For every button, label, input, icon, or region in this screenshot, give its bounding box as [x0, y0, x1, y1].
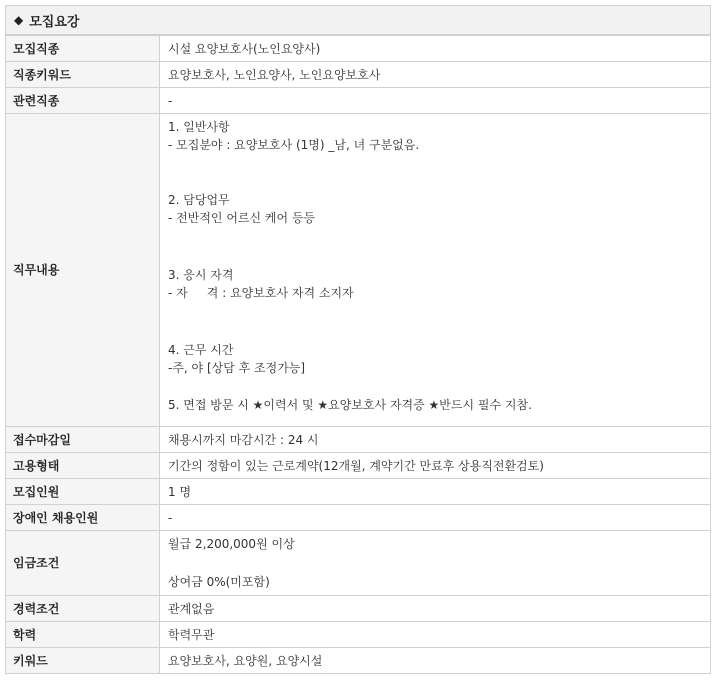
wage-blank-line [168, 553, 702, 571]
duty-blank-line [168, 245, 702, 263]
recruitment-guide [5, 5, 711, 674]
row-value: 시설 요양보호사(노인요양사) [160, 36, 711, 62]
black-diamond-icon: ◆ [14, 13, 24, 27]
row-value: 1 명 [160, 479, 711, 505]
row-label: 접수마감일 [6, 427, 160, 453]
duty-blank-line [168, 302, 702, 320]
row-value: - [160, 88, 711, 114]
row-employment-type [6, 453, 711, 479]
row-job-keywords [6, 62, 711, 88]
row-duty [6, 114, 711, 427]
row-wage [6, 531, 711, 596]
recruitment-table [5, 35, 711, 674]
duty-line: 1. 일반사항 [168, 120, 230, 134]
row-label: 키워드 [6, 648, 160, 674]
row-label: 직무내용 [6, 114, 160, 427]
duty-content [160, 114, 711, 427]
duty-line: 2. 담당업무 [168, 193, 230, 207]
row-value: 기간의 정함이 있는 근로계약(12개월, 계약기간 만료후 상용직전환검토) [160, 453, 711, 479]
row-label: 모집직종 [6, 36, 160, 62]
row-related-jobs [6, 88, 711, 114]
row-headcount [6, 479, 711, 505]
row-education [6, 622, 711, 648]
row-experience [6, 596, 711, 622]
section-title: 모집요강 [29, 14, 80, 30]
row-value: - [160, 505, 711, 531]
duty-blank-line [168, 172, 702, 190]
duty-line: 3. 응시 자격 [168, 268, 234, 282]
row-value: 학력무관 [160, 622, 711, 648]
duty-blank-line [168, 154, 702, 172]
wage-line: 상여금 0%(미포함) [168, 575, 270, 589]
duty-blank-line [168, 227, 702, 245]
row-label: 관련직종 [6, 88, 160, 114]
row-job-type [6, 36, 711, 62]
row-value: 관계없음 [160, 596, 711, 622]
duty-line: - 모집분야 : 요양보호사 (1명) _남, 녀 구분없음. [168, 138, 420, 152]
row-label: 고용형태 [6, 453, 160, 479]
row-value: 채용시까지 마감시간 : 24 시 [160, 427, 711, 453]
wage-line: 월급 2,200,000원 이상 [168, 537, 295, 551]
section-header [5, 5, 711, 35]
row-label: 장애인 채용인원 [6, 505, 160, 531]
duty-line: -주, 야 [상담 후 조정가능] [168, 361, 306, 375]
row-deadline [6, 427, 711, 453]
duty-line: 5. 면접 방문 시 ★이력서 및 ★요양보호사 자격증 ★반드시 필수 지참. [168, 398, 532, 412]
duty-line: - 자 격 : 요양보호사 자격 소지자 [168, 286, 354, 300]
row-label: 경력조건 [6, 596, 160, 622]
row-label: 임금조건 [6, 531, 160, 596]
row-label: 학력 [6, 622, 160, 648]
duty-line: - 전반적인 어르신 케어 등등 [168, 211, 316, 225]
row-label: 직종키워드 [6, 62, 160, 88]
row-disabled-hiring [6, 505, 711, 531]
row-label: 모집인원 [6, 479, 160, 505]
duty-line: 4. 근무 시간 [168, 343, 234, 357]
wage-content [160, 531, 711, 596]
row-value: 요양보호사, 요양원, 요양시설 [160, 648, 711, 674]
row-value: 요양보호사, 노인요양사, 노인요양보호사 [160, 62, 711, 88]
duty-blank-line [168, 377, 702, 395]
row-keywords [6, 648, 711, 674]
duty-blank-line [168, 320, 702, 338]
